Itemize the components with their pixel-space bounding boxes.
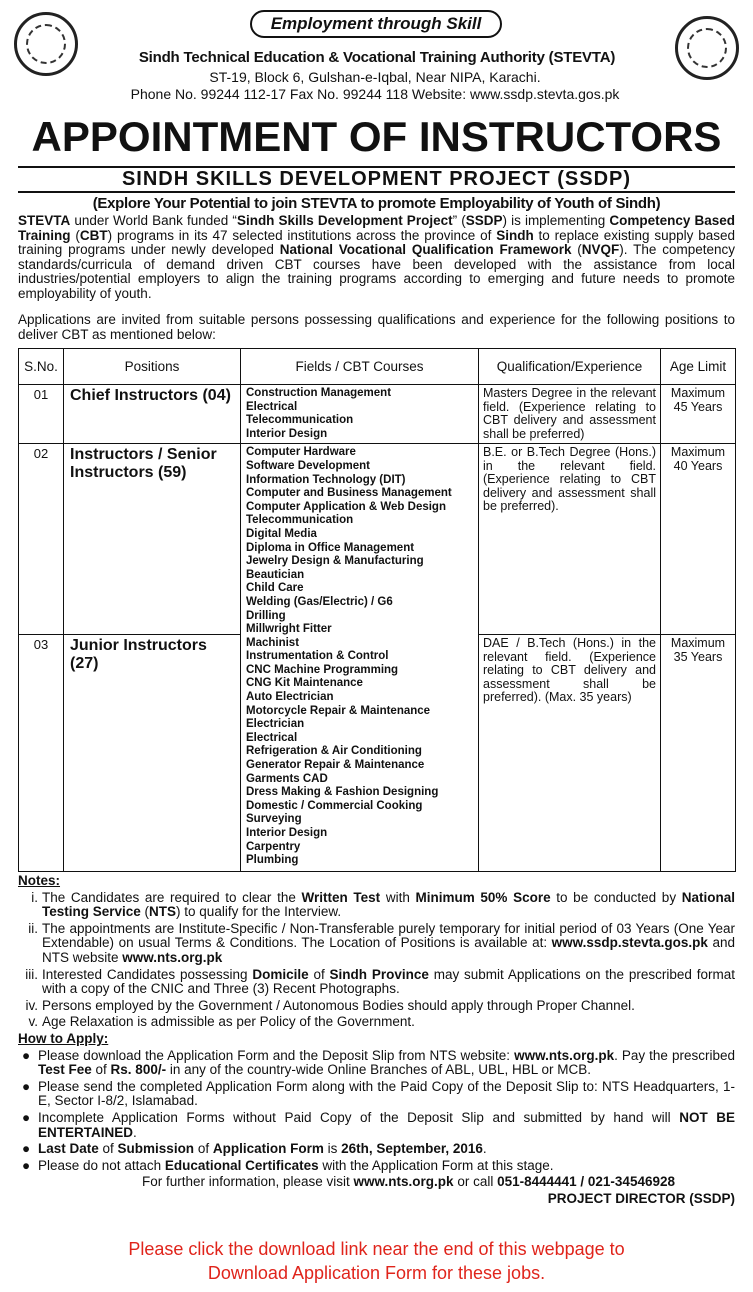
bold-text: www.nts.org.pk — [514, 1047, 615, 1063]
bullet-icon: ● — [22, 1141, 31, 1157]
note-number: i. — [31, 889, 38, 905]
fields-list — [241, 385, 479, 444]
note-text — [42, 968, 735, 997]
download-notice-line2: Download Application Form for these jobs. — [207, 1263, 546, 1283]
field-item: Refrigeration & Air Conditioning — [246, 745, 422, 758]
bold-text: Sindh — [496, 227, 534, 243]
bold-text: CBT — [79, 227, 108, 243]
text: of — [194, 1141, 213, 1157]
table-row — [19, 385, 736, 444]
text: in any of the country-wide Online Branches of ABL, UBL, HBL or MCB. — [166, 1062, 592, 1078]
text: ). The competency standards/curricula of demand driven CBT courses have been developed with the assistance from local industries/potential employers to align the training programs according to emerging and future needs to promote employability of youth. — [18, 242, 735, 301]
field-item: Electrician — [246, 718, 305, 731]
fields-list — [241, 444, 479, 872]
field-item: Computer Application & Web Design — [246, 500, 446, 513]
text: Applications are invited from suitable persons possessing qualifications and experience for the following positions to deliver CBT as mentioned below: — [18, 312, 735, 342]
qualification: Masters Degree in the relevant field. (Experience relating to CBT delivery and assessment shall be preferred) — [479, 385, 661, 444]
apply-item — [18, 1080, 735, 1109]
field-item: Jewelry Design & Manufacturing — [246, 555, 424, 568]
bold-text: Sindh Province — [329, 966, 429, 982]
field-item: Interior Design — [246, 827, 328, 839]
field-item: Interior Design — [246, 427, 328, 440]
bold-text: Last Date — [38, 1141, 99, 1157]
note-item — [18, 968, 735, 997]
text: of — [308, 966, 330, 982]
note-number: ii. — [28, 920, 38, 936]
field-item: Software Development — [246, 459, 370, 472]
text: Interested Candidates possessing — [42, 966, 253, 982]
text: with the Application Form at this stage. — [318, 1157, 554, 1173]
note-number: v. — [28, 1014, 38, 1030]
field-item: Telecommunication — [246, 514, 354, 527]
table-header-row — [19, 349, 736, 385]
bold-text: www.nts.org.pk — [122, 949, 223, 965]
field-item: CNC Machine Programming — [246, 663, 399, 676]
bold-text: www.nts.org.pk — [353, 1174, 454, 1190]
bold-text: 051-8444441 / 021-34546928 — [497, 1174, 675, 1190]
contact-info: Phone No. 99244 112-17 Fax No. 99244 118 Website: www.ssdp.stevta.gos.pk — [130, 86, 620, 102]
note-item — [18, 999, 735, 1014]
text: and NTS website — [42, 935, 735, 965]
text: The Candidates are required to clear the — [42, 889, 302, 905]
field-item: Telecommunication — [246, 414, 354, 427]
text: Please download the Application Form and the Deposit Slip from NTS website: — [38, 1047, 515, 1063]
project-subtitle: SINDH SKILLS DEVELOPMENT PROJECT (SSDP) — [121, 168, 632, 190]
header-positions: Positions — [64, 349, 241, 385]
text: ) programs in its 47 selected institutions across the province of — [107, 227, 497, 243]
text: ) to qualify for the Interview. — [176, 904, 342, 920]
notes-heading: Notes: — [18, 873, 61, 888]
text: ( — [140, 904, 150, 920]
tagline: Employment through Skill — [250, 10, 502, 38]
bold-text: STEVTA — [18, 213, 71, 228]
text: is — [323, 1141, 342, 1157]
text: with — [380, 889, 416, 905]
text: under World Bank funded “ — [70, 213, 237, 228]
field-item: Computer and Business Management — [246, 487, 452, 500]
apply-text — [38, 1142, 487, 1157]
bold-text: NOT BE ENTERTAINED — [38, 1109, 735, 1140]
text: of — [98, 1141, 118, 1157]
field-item: Generator Repair & Maintenance — [246, 759, 425, 772]
age-limit: Maximum 35 Years — [661, 635, 736, 872]
field-item: Dress Making & Fashion Designing — [246, 786, 439, 799]
how-to-apply-heading: How to Apply: — [18, 1030, 109, 1046]
bold-text: Rs. 800/- — [110, 1062, 167, 1078]
age-limit: Maximum 45 Years — [661, 385, 736, 444]
note-item — [18, 1015, 735, 1030]
sno: 03 — [19, 635, 64, 872]
bold-text: Written Test — [301, 889, 381, 905]
text: Please send the completed Application Form along with the Paid Copy of the Deposit Slip to: NTS Headquarters, 1-E, Sector I-8/2, Islamabad. — [38, 1078, 735, 1109]
text: ” ( — [452, 213, 466, 228]
positions-table — [18, 348, 736, 872]
note-item — [18, 891, 735, 920]
apply-text — [38, 1111, 735, 1140]
bold-text: 26th, September, 2016 — [341, 1141, 483, 1157]
bold-text: Sindh Skills Development Project — [236, 213, 453, 228]
bold-text: Test Fee — [38, 1062, 92, 1078]
text: For further information, please visit — [141, 1174, 354, 1190]
bold-text: SSDP — [465, 213, 503, 228]
slogan: (Explore Your Potential to join STEVTA to promote Employability of Youth of Sindh) — [92, 195, 661, 212]
header-qualification: Qualification/Experience — [479, 349, 661, 385]
field-item: Construction Management — [246, 387, 392, 399]
apply-item — [18, 1111, 735, 1140]
field-item: Diploma in Office Management — [246, 541, 415, 554]
position: Chief Instructors (04) — [64, 385, 241, 444]
position: Junior Instructors (27) — [64, 635, 241, 872]
note-text — [42, 891, 735, 920]
bullet-icon: ● — [22, 1047, 31, 1063]
address: ST-19, Block 6, Gulshan-e-Iqbal, Near NIPA, Karachi. — [209, 69, 541, 85]
bold-text: Educational Certificates — [164, 1157, 319, 1173]
field-item: Electrical — [246, 731, 298, 744]
field-item: Digital Media — [246, 527, 317, 540]
text: Age Relaxation is admissible as per Policy of the Government. — [42, 1014, 415, 1030]
field-item: Garments CAD — [246, 772, 328, 785]
field-item: Domestic / Commercial Cooking — [246, 799, 423, 812]
field-item: Beautician — [246, 568, 305, 581]
field-item: Surveying — [246, 813, 302, 826]
field-item: Auto Electrician — [246, 691, 334, 704]
download-notice — [0, 1237, 753, 1285]
field-item: Welding (Gas/Electric) / G6 — [246, 595, 393, 608]
organization-name: Sindh Technical Education & Vocational Training Authority (STEVTA) — [138, 49, 616, 66]
note-item — [18, 922, 735, 966]
sno: 01 — [19, 385, 64, 444]
text: of — [91, 1062, 111, 1078]
apply-text — [38, 1049, 735, 1078]
apply-item — [18, 1049, 735, 1078]
text: Incomplete Application Forms without Paid Copy of the Deposit Slip and submitted by hand will — [38, 1109, 680, 1125]
header-sno: S.No. — [19, 349, 64, 385]
text: may submit Applications on the prescribed format with a copy of the CNIC and Three (3) Recent Photographs. — [42, 966, 735, 997]
text: . — [133, 1124, 137, 1140]
field-item: Drilling — [246, 609, 286, 622]
intro-paragraph — [18, 214, 735, 302]
position: Instructors / Senior Instructors (59) — [64, 444, 241, 635]
stevta-logo — [14, 12, 78, 76]
note-text — [42, 922, 735, 966]
note-number: iv. — [25, 997, 38, 1013]
bold-text: NTS — [149, 904, 177, 920]
field-item: Millwright Fitter — [246, 623, 332, 636]
field-item: Motorcycle Repair & Maintenance — [246, 704, 431, 717]
field-item: Child Care — [246, 582, 304, 595]
bold-text: Application Form — [212, 1141, 324, 1157]
field-item: Machinist — [246, 636, 300, 649]
notes-section — [18, 874, 735, 1206]
note-number: iii. — [25, 966, 38, 982]
ad-title: APPOINTMENT OF INSTRUCTORS — [31, 113, 722, 160]
header-fields: Fields / CBT Courses — [241, 349, 479, 385]
field-item: Instrumentation & Control — [246, 650, 389, 663]
bullet-icon: ● — [22, 1078, 31, 1094]
divider — [18, 191, 735, 193]
apply-text — [38, 1159, 554, 1174]
bold-text: Submission — [117, 1141, 195, 1157]
note-text — [42, 1015, 415, 1030]
bold-text: National Vocational Qualification Framework — [279, 242, 572, 258]
age-limit: Maximum 40 Years — [661, 444, 736, 635]
bold-text: NVQF — [581, 242, 620, 258]
text: ( — [571, 242, 582, 258]
text: . Pay the prescribed — [614, 1047, 735, 1063]
text: or call — [453, 1174, 498, 1190]
qualification: DAE / B.Tech (Hons.) in the relevant field. (Experience relating to CBT delivery and assessment shall be preferred). (Max. 35 years) — [479, 635, 661, 872]
field-item: Information Technology (DIT) — [246, 473, 406, 486]
bold-text: Competency Based Training — [18, 213, 735, 243]
note-text — [42, 999, 635, 1014]
bold-text: Domicile — [252, 966, 309, 982]
further-info — [18, 1175, 735, 1190]
field-item: Plumbing — [246, 854, 299, 867]
apply-item — [18, 1159, 735, 1174]
text: Please do not attach — [38, 1157, 165, 1173]
header-age: Age Limit — [661, 349, 736, 385]
apply-item — [18, 1142, 735, 1157]
text: to be conducted by — [550, 889, 682, 905]
signature: PROJECT DIRECTOR (SSDP) — [547, 1190, 735, 1206]
sno: 02 — [19, 444, 64, 635]
bold-text: National Testing Service — [42, 889, 735, 920]
field-item: Computer Hardware — [246, 446, 356, 459]
field-item: Electrical — [246, 400, 298, 413]
download-notice-line1: Please click the download link near the end of this webpage to — [128, 1239, 625, 1259]
text: The appointments are Institute-Specific / Non-Transferable purely temporary for initial period of 03 Years (One Year Extendable) on usual Terms & Conditions. The Location of Positions is available at: — [42, 920, 735, 951]
bullet-icon: ● — [22, 1109, 31, 1125]
text: ( — [70, 227, 80, 243]
bold-text: www.ssdp.stevta.gos.pk — [551, 935, 708, 951]
bullet-icon: ● — [22, 1157, 31, 1173]
sindh-government-seal — [675, 16, 739, 80]
text: ) is implementing — [502, 213, 610, 228]
invitation-paragraph — [18, 313, 735, 342]
text: . — [482, 1141, 487, 1157]
apply-text — [38, 1080, 735, 1109]
field-item: CNG Kit Maintenance — [246, 677, 363, 690]
text: to replace existing supply based training programs under newly developed — [18, 227, 736, 258]
text: Persons employed by the Government / Autonomous Bodies should apply through Proper Channel. — [42, 997, 635, 1013]
bold-text: Minimum 50% Score — [415, 889, 551, 905]
table-row — [19, 444, 736, 635]
qualification: B.E. or B.Tech Degree (Hons.) in the relevant field. (Experience relating to CBT delivery and assessment shall be preferred). — [479, 444, 661, 635]
field-item: Carpentry — [246, 840, 301, 853]
